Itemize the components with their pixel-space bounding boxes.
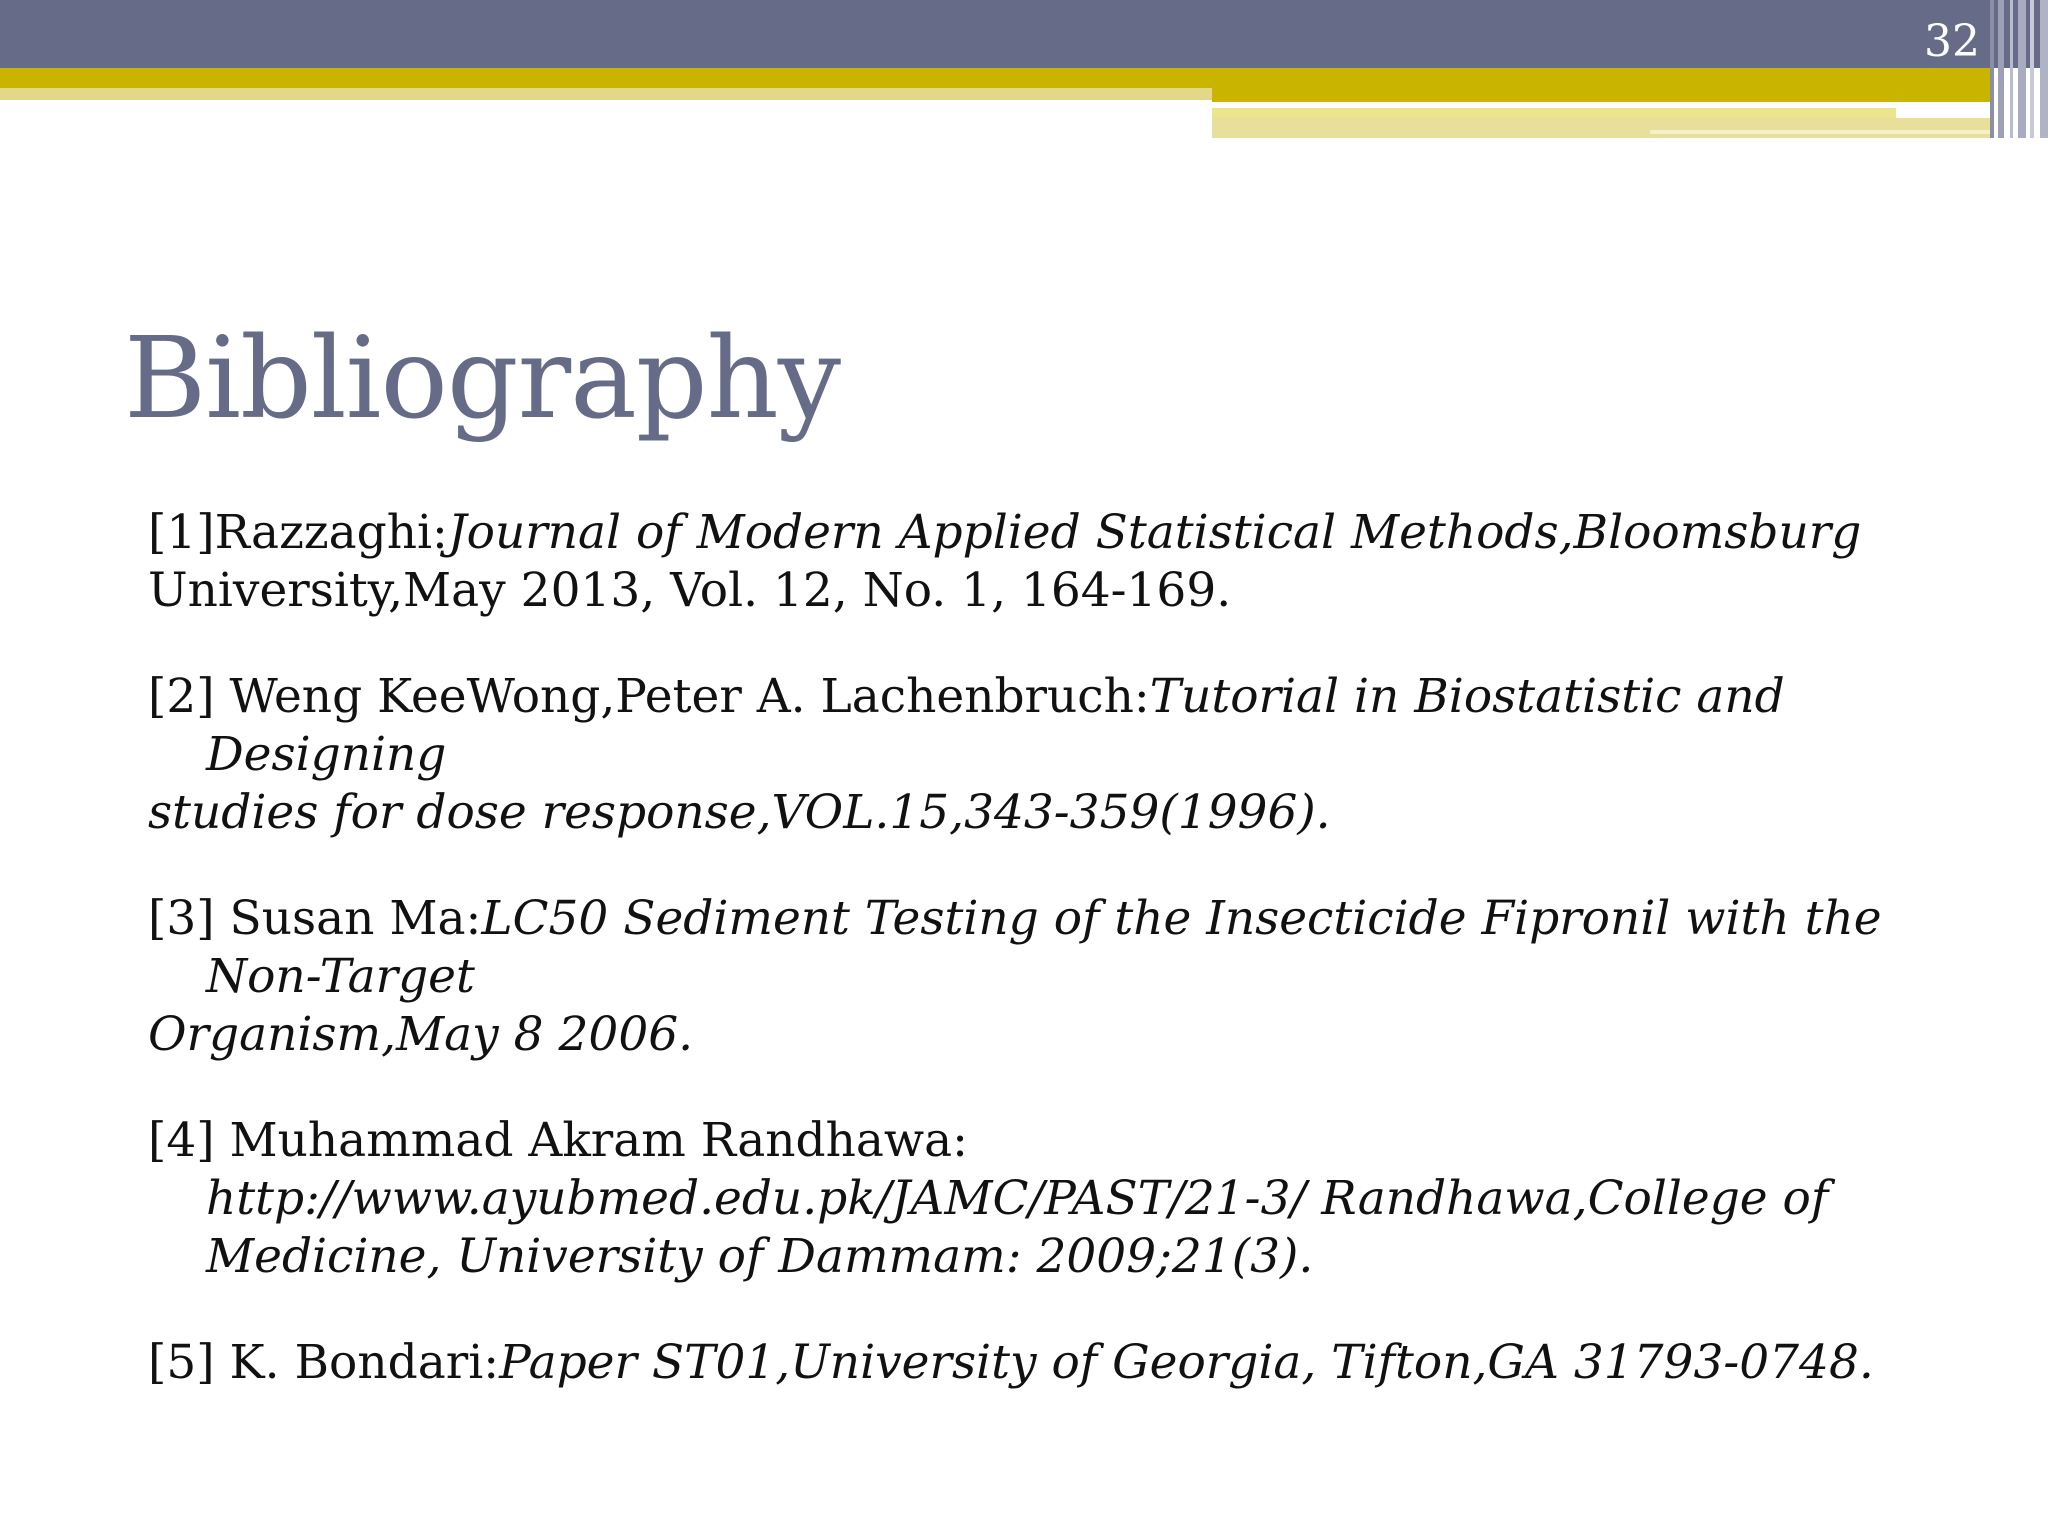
reference-number: [2]	[148, 669, 230, 724]
accent-stripe	[1212, 118, 1990, 138]
reference-4	[148, 1112, 1968, 1286]
reference-number: [1]	[148, 505, 215, 560]
reference-author: Weng KeeWong,Peter A. Lachenbruch:	[229, 669, 1150, 724]
reference-1	[148, 504, 1968, 620]
reference-number: [3]	[148, 891, 230, 946]
decor-stripe	[2030, 0, 2034, 138]
reference-details: studies for dose response,VOL.15,343-359(1996).	[148, 785, 1331, 840]
reference-number: [5]	[148, 1335, 230, 1390]
reference-author: K. Bondari:	[229, 1335, 500, 1390]
decor-stripe	[2010, 0, 2013, 138]
reference-url: http://www.ayubmed.edu.pk/JAMC/PAST/21-3/ Randhawa,College of Medicine, University of Dammam: 2009;21(3).	[206, 1171, 1829, 1284]
slide-title: Bibliography	[124, 314, 840, 444]
reference-source: LC50 Sediment Testing of the Insecticide Fipronil with the Non-Target	[206, 891, 1882, 1004]
reference-5	[148, 1334, 1968, 1392]
bibliography-list	[148, 504, 1968, 1440]
reference-details: University,May 2013, Vol. 12, No. 1, 164-169.	[148, 563, 1232, 618]
accent-bar-right	[1212, 88, 1990, 102]
header-bar	[0, 0, 2048, 68]
reference-author: Muhammad Akram Randhawa:	[229, 1113, 969, 1168]
page-number: 32	[1924, 16, 1980, 67]
decor-stripe	[1990, 0, 1994, 138]
reference-author: Susan Ma:	[229, 891, 482, 946]
reference-3	[148, 890, 1968, 1064]
reference-source: Paper ST01,University of Georgia, Tifton,GA 31793-0748.	[499, 1335, 1874, 1390]
reference-details: Organism,May 8 2006.	[148, 1007, 694, 1062]
decor-stripe	[1998, 0, 2004, 138]
reference-source: Tutorial in Biostatistic and Designing	[206, 669, 1785, 782]
accent-stripe	[1650, 130, 1990, 134]
reference-2	[148, 668, 1968, 842]
reference-source: Journal of Modern Applied Statistical Methods,Bloomsburg	[447, 505, 1862, 560]
decor-stripe	[2018, 0, 2026, 138]
reference-number: [4]	[148, 1113, 230, 1168]
accent-bar-pale	[0, 88, 1212, 100]
accent-stripe	[1212, 108, 1896, 118]
decor-stripe	[2040, 0, 2048, 138]
accent-bar	[0, 68, 1990, 88]
reference-author: Razzaghi:	[214, 505, 448, 560]
